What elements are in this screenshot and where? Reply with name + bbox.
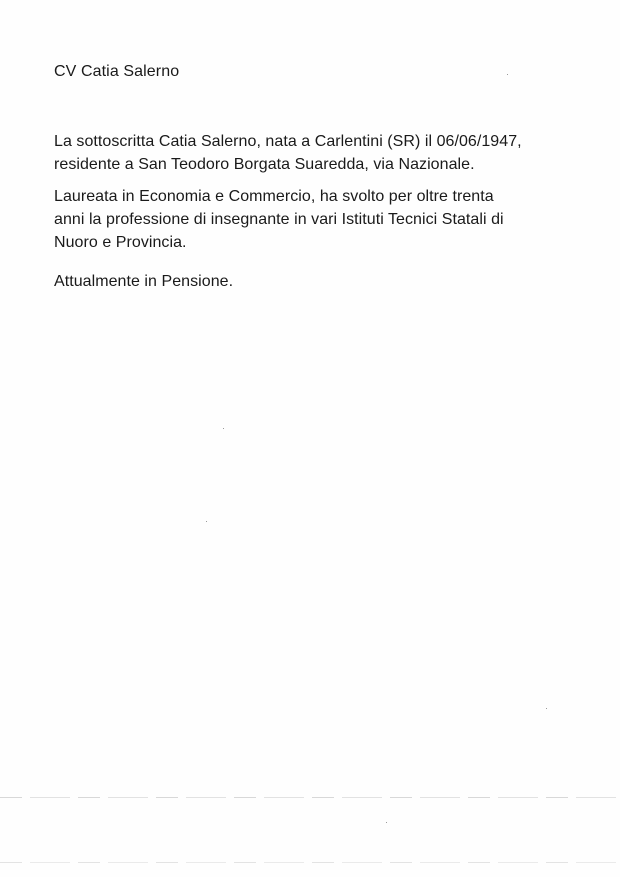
paragraph-status (54, 270, 233, 293)
scan-speck (386, 822, 387, 823)
paragraph-line: anni la professione di insegnante in vari Istituti Tecnici Statali di (54, 211, 504, 228)
paragraph-line: La sottoscritta Catia Salerno, nata a Carlentini (SR) il 06/06/1947, (54, 133, 522, 150)
scan-speck (206, 521, 207, 522)
scan-speck (223, 428, 224, 429)
scan-artifact-line (0, 862, 620, 863)
scan-speck (507, 74, 508, 75)
document-title: CV Catia Salerno (54, 63, 180, 80)
scan-speck (546, 708, 547, 709)
paragraph-career (54, 185, 504, 254)
paragraph-line: Nuoro e Provincia. (54, 234, 187, 251)
paragraph-line: Attualmente in Pensione. (54, 273, 234, 290)
paragraph-line: residente a San Teodoro Borgata Suaredda, via Nazionale. (54, 156, 475, 173)
paragraph-line: Laureata in Economia e Commercio, ha svolto per oltre trenta (54, 188, 494, 205)
paragraph-personal-info (54, 130, 522, 176)
scan-artifact-line (0, 797, 620, 798)
